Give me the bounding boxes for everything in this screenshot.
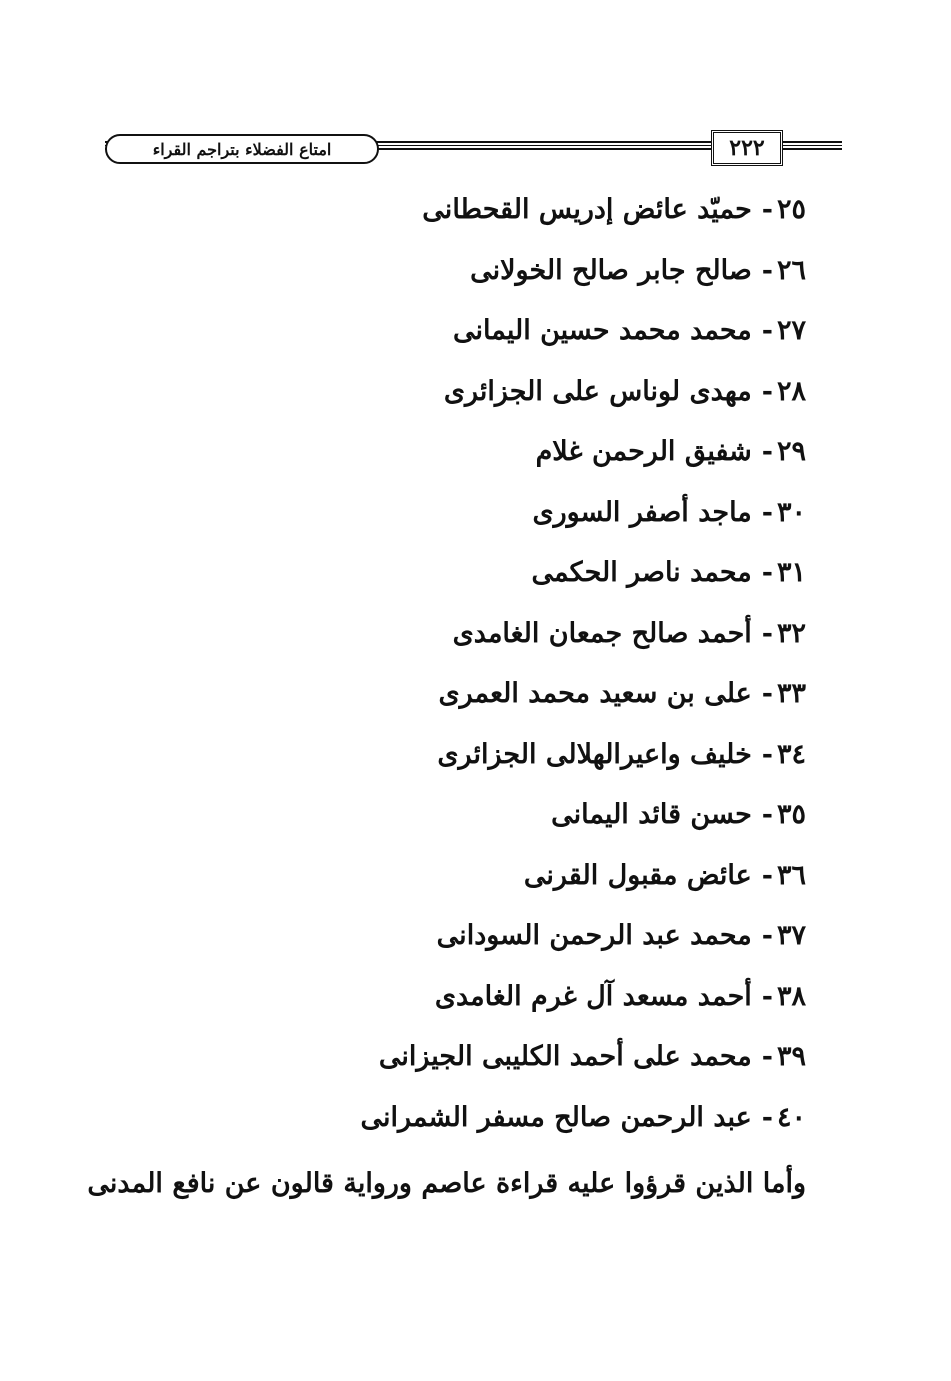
entry-dash: -	[761, 920, 773, 951]
entry-dash: -	[761, 254, 773, 286]
entry-dash: -	[761, 859, 773, 891]
entry-dash: -	[761, 436, 773, 467]
entry-number: ٣٦	[776, 859, 806, 891]
running-header	[105, 128, 842, 168]
entry-dash: -	[761, 678, 773, 709]
entry-name: محمد عبد الرحمن السودانى	[436, 920, 752, 951]
entry-dash: -	[761, 1041, 773, 1072]
entry-name: أحمد صالح جمعان الغامدى	[452, 617, 752, 649]
entry-number: ٣٣	[776, 678, 806, 709]
entry-number: ٢٧	[776, 315, 806, 346]
entry-dash: -	[761, 1101, 773, 1133]
list-item	[286, 368, 806, 429]
entry-name: شفيق الرحمن غلام	[535, 436, 752, 467]
list-item	[286, 973, 806, 1034]
entry-name: محمد على أحمد الكليبى الجيزانى	[378, 1041, 752, 1072]
entry-number: ٤٠	[776, 1101, 806, 1133]
entry-number: ٢٦	[776, 254, 806, 286]
entry-dash: -	[761, 617, 773, 649]
list-item	[286, 912, 806, 973]
entry-name: محمد محمد حسين اليمانى	[453, 315, 752, 346]
entry-number: ٣١	[776, 557, 806, 588]
entry-name: خليف واعيرالهلالى الجزائرى	[437, 738, 752, 770]
list-item	[286, 852, 806, 913]
list-item	[286, 489, 806, 550]
list-item	[286, 1094, 806, 1155]
entry-dash: -	[761, 375, 773, 407]
page-number: ٢٢٢	[711, 130, 783, 166]
entry-name: على بن سعيد محمد العمرى	[438, 678, 752, 709]
entry-number: ٢٨	[776, 375, 806, 407]
entry-dash: -	[761, 315, 773, 346]
entry-dash: -	[761, 194, 773, 225]
names-list	[286, 186, 806, 1154]
entry-name: ماجد أصفر السورى	[532, 496, 752, 528]
entry-dash: -	[761, 980, 773, 1012]
closing-paragraph: وأما الذين قرؤوا عليه قراءة عاصم ورواية قالون عن نافع المدنى	[87, 1168, 806, 1199]
list-item	[286, 549, 806, 610]
entry-dash: -	[761, 496, 773, 528]
list-item	[286, 307, 806, 368]
entry-number: ٣٨	[776, 980, 806, 1012]
entry-name: محمد ناصر الحكمى	[531, 557, 752, 588]
entry-name: عائض مقبول القرنى	[523, 859, 752, 891]
entry-number: ٣٠	[776, 496, 806, 528]
book-title: امتاع الفضلاء بتراجم القراء	[105, 134, 379, 164]
entry-number: ٣٢	[776, 617, 806, 649]
entry-number: ٣٧	[776, 920, 806, 951]
list-item	[286, 610, 806, 671]
entry-name: حميّد عائض إدريس القحطانى	[422, 194, 752, 225]
entry-number: ٣٥	[776, 799, 806, 830]
entry-name: مهدى لوناس على الجزائرى	[443, 375, 752, 407]
entry-dash: -	[761, 557, 773, 588]
list-item	[286, 247, 806, 308]
list-item	[286, 791, 806, 852]
entry-name: حسن قائد اليمانى	[551, 799, 752, 830]
entry-name: عبد الرحمن صالح مسفر الشمرانى	[360, 1101, 752, 1133]
list-item	[286, 670, 806, 731]
entry-dash: -	[761, 738, 773, 770]
entry-name: صالح جابر صالح الخولانى	[470, 254, 752, 286]
list-item	[286, 1033, 806, 1094]
list-item	[286, 186, 806, 247]
entry-dash: -	[761, 799, 773, 830]
entry-number: ٣٤	[776, 738, 806, 770]
list-item	[286, 731, 806, 792]
list-item	[286, 428, 806, 489]
entry-number: ٢٩	[776, 436, 806, 467]
entry-number: ٢٥	[776, 194, 806, 225]
entry-name: أحمد مسعد آل غرم الغامدى	[434, 980, 752, 1012]
entry-number: ٣٩	[776, 1041, 806, 1072]
